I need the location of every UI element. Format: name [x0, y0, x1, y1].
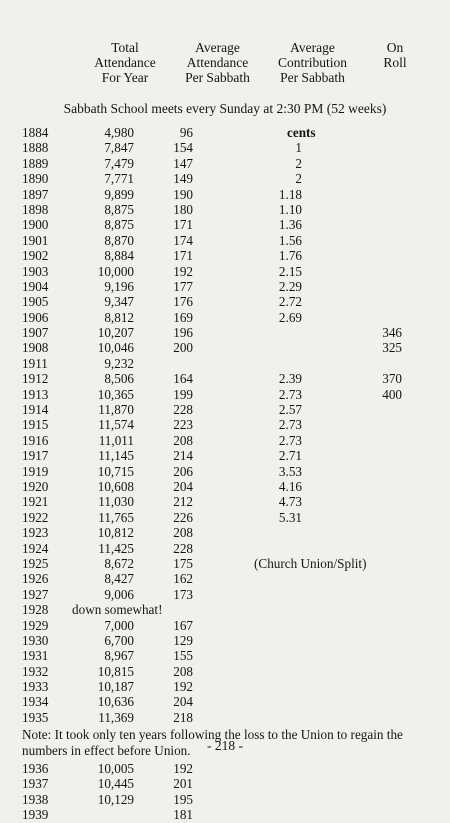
roll-cell: 370 — [382, 371, 402, 387]
year-cell: 1924 — [22, 540, 49, 556]
table-row — [0, 694, 450, 709]
year-cell: 1916 — [22, 432, 49, 448]
average-attendance-cell: 174 — [173, 232, 193, 248]
average-attendance-cell: 200 — [173, 340, 193, 356]
contribution-cell: 2 — [295, 155, 302, 171]
table-row — [0, 140, 450, 155]
table-row — [0, 125, 450, 140]
table-row — [0, 618, 450, 633]
average-attendance-cell: 164 — [173, 371, 193, 387]
total-attendance-cell: 8,875 — [104, 201, 134, 217]
average-attendance-cell: 190 — [173, 186, 193, 202]
contribution-cell: 2.39 — [278, 371, 302, 387]
year-cell: 1930 — [22, 632, 49, 648]
year-cell: 1931 — [22, 648, 49, 664]
table-row — [0, 761, 450, 776]
total-attendance-cell: 11,765 — [98, 509, 134, 525]
year-cell: 1907 — [22, 325, 49, 341]
year-cell: 1927 — [22, 586, 49, 602]
year-cell: 1906 — [22, 309, 49, 325]
table-row — [0, 664, 450, 679]
total-attendance-cell: 7,847 — [104, 140, 134, 156]
average-attendance-cell: 154 — [173, 140, 193, 156]
total-attendance-cell: 10,005 — [97, 761, 134, 777]
average-attendance-cell: 149 — [173, 171, 193, 187]
table-row — [0, 571, 450, 586]
total-attendance-cell: 8,870 — [104, 232, 134, 248]
year-cell: 1888 — [22, 140, 49, 156]
header-total-attendance: Total Attendance For Year — [94, 40, 156, 85]
total-attendance-cell: 11,011 — [98, 432, 134, 448]
table-row — [0, 648, 450, 663]
average-attendance-cell: 192 — [173, 263, 193, 279]
total-attendance-cell: 8,812 — [104, 309, 134, 325]
table-body-part-2 — [0, 761, 450, 823]
table-row — [0, 340, 450, 355]
average-attendance-cell: 171 — [173, 217, 193, 233]
average-attendance-cell: 201 — [173, 776, 193, 792]
total-attendance-cell: 9,232 — [104, 355, 134, 371]
year-cell: 1936 — [22, 761, 49, 777]
total-attendance-cell: 11,425 — [98, 540, 134, 556]
contribution-cell: 3.53 — [278, 463, 302, 479]
contribution-cell: 2.57 — [278, 402, 302, 418]
total-attendance-cell: 8,427 — [104, 571, 134, 587]
total-attendance-cell: 9,899 — [104, 186, 134, 202]
total-attendance-cell: 7,479 — [104, 155, 134, 171]
table-header — [0, 40, 450, 98]
contribution-cell: 2.15 — [278, 263, 302, 279]
year-cell: 1921 — [22, 494, 49, 510]
year-cell: 1908 — [22, 340, 49, 356]
table-row — [0, 371, 450, 386]
table-row — [0, 233, 450, 248]
average-attendance-cell: 169 — [173, 309, 193, 325]
year-cell: 1904 — [22, 278, 49, 294]
table-row — [0, 202, 450, 217]
average-attendance-cell: 208 — [173, 432, 193, 448]
roll-cell: 400 — [382, 386, 402, 402]
year-cell: 1889 — [22, 155, 49, 171]
total-attendance-cell: 6,700 — [104, 632, 134, 648]
contribution-cell: 2.73 — [278, 386, 302, 402]
table-row — [0, 402, 450, 417]
table-row — [0, 356, 450, 371]
table-row — [0, 325, 450, 340]
average-attendance-cell: 204 — [173, 694, 193, 710]
table-row — [0, 264, 450, 279]
average-attendance-cell: 208 — [173, 663, 193, 679]
total-attendance-cell: 9,196 — [104, 278, 134, 294]
total-attendance-cell: 4,980 — [104, 125, 134, 140]
contribution-cell: 1.36 — [278, 217, 302, 233]
total-attendance-cell: 9,006 — [104, 586, 134, 602]
year-cell: 1917 — [22, 448, 49, 464]
table-row — [0, 556, 450, 571]
contribution-cell: 1.18 — [278, 186, 302, 202]
table-row — [0, 479, 450, 494]
schedule-banner: Sabbath School meets every Sunday at 2:30 PM (52 weeks) — [63, 101, 387, 116]
contribution-cell: 1.56 — [278, 232, 302, 248]
average-attendance-cell: 162 — [173, 571, 193, 587]
contribution-cell: 2.72 — [278, 294, 302, 310]
average-attendance-cell: 228 — [173, 402, 193, 418]
total-attendance-cell: 10,608 — [97, 478, 134, 494]
table-row — [0, 448, 450, 463]
total-attendance-cell: 11,030 — [98, 494, 134, 510]
table-row — [0, 417, 450, 432]
contribution-cell: cents — [287, 125, 316, 140]
average-attendance-cell: 196 — [173, 325, 193, 341]
table-row — [0, 633, 450, 648]
contribution-cell: 2.73 — [278, 417, 302, 433]
average-attendance-cell: 223 — [173, 417, 193, 433]
year-cell: 1919 — [22, 463, 49, 479]
year-cell: 1935 — [22, 709, 49, 725]
table-row — [0, 217, 450, 232]
average-attendance-cell: 206 — [173, 463, 193, 479]
total-attendance-cell: 10,636 — [97, 694, 134, 710]
table-body-part-1 — [0, 125, 450, 725]
contribution-cell: 1.10 — [278, 201, 302, 217]
average-attendance-cell: 199 — [173, 386, 193, 402]
total-attendance-cell: 10,365 — [97, 386, 134, 402]
table-row — [0, 776, 450, 791]
average-attendance-cell: 173 — [173, 586, 193, 602]
average-attendance-cell: 147 — [173, 155, 193, 171]
contribution-cell: 4.73 — [278, 494, 302, 510]
year-cell: 1898 — [22, 201, 49, 217]
header-average-contribution: Average Contribution Per Sabbath — [277, 40, 347, 85]
average-attendance-cell: 171 — [173, 248, 193, 264]
average-attendance-cell: 155 — [173, 648, 193, 664]
year-cell: 1911 — [22, 355, 48, 371]
year-cell: 1901 — [22, 232, 49, 248]
table-row — [0, 602, 450, 617]
table-row — [0, 710, 450, 725]
total-attendance-cell: 10,815 — [97, 663, 134, 679]
table-row — [0, 279, 450, 294]
year-cell: 1897 — [22, 186, 49, 202]
year-cell: 1922 — [22, 509, 49, 525]
average-attendance-cell: 176 — [173, 294, 193, 310]
contribution-cell: 2.73 — [278, 432, 302, 448]
average-attendance-cell: 180 — [173, 201, 193, 217]
year-cell: 1933 — [22, 679, 49, 695]
total-attendance-cell: 11,574 — [98, 417, 134, 433]
average-attendance-cell: 181 — [173, 807, 193, 823]
table-row — [0, 294, 450, 309]
table-row — [0, 171, 450, 186]
total-attendance-cell: 8,875 — [104, 217, 134, 233]
table-row — [0, 310, 450, 325]
roll-cell: 325 — [382, 340, 402, 356]
contribution-cell: 5.31 — [278, 509, 302, 525]
table-row — [0, 248, 450, 263]
average-attendance-cell: 212 — [173, 494, 193, 510]
attendance-table — [0, 125, 450, 823]
average-attendance-cell: 226 — [173, 509, 193, 525]
total-attendance-cell: 10,715 — [97, 463, 134, 479]
table-row — [0, 807, 450, 822]
total-attendance-cell: 11,145 — [98, 448, 134, 464]
average-attendance-cell: 204 — [173, 478, 193, 494]
year-cell: 1934 — [22, 694, 49, 710]
roll-cell: 346 — [382, 325, 402, 341]
year-cell: 1925 — [22, 555, 49, 571]
average-attendance-cell: 129 — [173, 632, 193, 648]
year-cell: 1920 — [22, 478, 49, 494]
year-cell: 1914 — [22, 402, 49, 418]
total-attendance-cell: 7,771 — [104, 171, 134, 187]
year-cell: 1938 — [22, 791, 49, 807]
contribution-cell: 2.69 — [278, 309, 302, 325]
average-attendance-cell: 218 — [173, 709, 193, 725]
total-attendance-cell: 10,187 — [97, 679, 134, 695]
year-cell: 1913 — [22, 386, 49, 402]
year-cell: 1902 — [22, 248, 49, 264]
total-attendance-cell: 10,046 — [97, 340, 134, 356]
total-attendance-cell: 11,369 — [98, 709, 134, 725]
table-row — [0, 679, 450, 694]
average-attendance-cell: 175 — [173, 555, 193, 571]
average-attendance-cell: 96 — [179, 125, 193, 140]
year-cell: 1928 — [22, 602, 49, 618]
contribution-cell: 1.76 — [278, 248, 302, 264]
table-row — [0, 541, 450, 556]
year-cell: 1912 — [22, 371, 49, 387]
year-cell: 1915 — [22, 417, 49, 433]
average-attendance-cell: 192 — [173, 761, 193, 777]
table-row — [0, 187, 450, 202]
year-cell: 1890 — [22, 171, 49, 187]
table-row — [0, 494, 450, 509]
total-attendance-cell: 8,967 — [104, 648, 134, 664]
total-attendance-cell: down somewhat! — [72, 602, 163, 618]
total-attendance-cell: 9,347 — [104, 294, 134, 310]
total-attendance-cell: 8,884 — [104, 248, 134, 264]
table-row — [0, 156, 450, 171]
year-cell: 1884 — [22, 125, 49, 140]
year-cell: 1905 — [22, 294, 49, 310]
total-attendance-cell: 8,506 — [104, 371, 134, 387]
header-on-roll: On Roll — [383, 40, 407, 70]
average-attendance-cell: 195 — [173, 791, 193, 807]
total-attendance-cell: 10,207 — [97, 325, 134, 341]
total-attendance-cell: 8,672 — [104, 555, 134, 571]
total-attendance-cell: 11,870 — [98, 402, 134, 418]
year-cell: 1900 — [22, 217, 49, 233]
average-attendance-cell: 228 — [173, 540, 193, 556]
note-text: Note: It took only ten years following the loss to the Union to regain the numbers in effect before Union. — [22, 727, 403, 758]
header-average-attendance: Average Attendance Per Sabbath — [185, 40, 250, 85]
average-attendance-cell: 167 — [173, 617, 193, 633]
year-cell: 1903 — [22, 263, 49, 279]
table-row — [0, 587, 450, 602]
year-cell: 1937 — [22, 776, 49, 792]
average-attendance-cell: 177 — [173, 278, 193, 294]
year-cell: 1923 — [22, 525, 49, 541]
total-attendance-cell: 10,000 — [97, 263, 134, 279]
year-cell: 1929 — [22, 617, 49, 633]
table-row — [0, 387, 450, 402]
contribution-cell: 4.16 — [278, 478, 302, 494]
total-attendance-cell: 10,812 — [97, 525, 134, 541]
average-attendance-cell: 192 — [173, 679, 193, 695]
contribution-cell: 2 — [295, 171, 302, 187]
table-row — [0, 464, 450, 479]
year-cell: 1932 — [22, 663, 49, 679]
table-row — [0, 525, 450, 540]
total-attendance-cell: 10,129 — [97, 791, 134, 807]
table-row — [0, 433, 450, 448]
page-number: - 218 - — [207, 738, 243, 753]
table-row — [0, 510, 450, 525]
contribution-cell: (Church Union/Split) — [254, 555, 367, 571]
total-attendance-cell: 7,000 — [104, 617, 134, 633]
contribution-cell: 1 — [295, 140, 302, 156]
average-attendance-cell: 208 — [173, 525, 193, 541]
contribution-cell: 2.29 — [278, 278, 302, 294]
contribution-cell: 2.71 — [278, 448, 302, 464]
total-attendance-cell: 10,445 — [97, 776, 134, 792]
average-attendance-cell: 214 — [173, 448, 193, 464]
year-cell: 1926 — [22, 571, 49, 587]
year-cell: 1939 — [22, 807, 49, 823]
